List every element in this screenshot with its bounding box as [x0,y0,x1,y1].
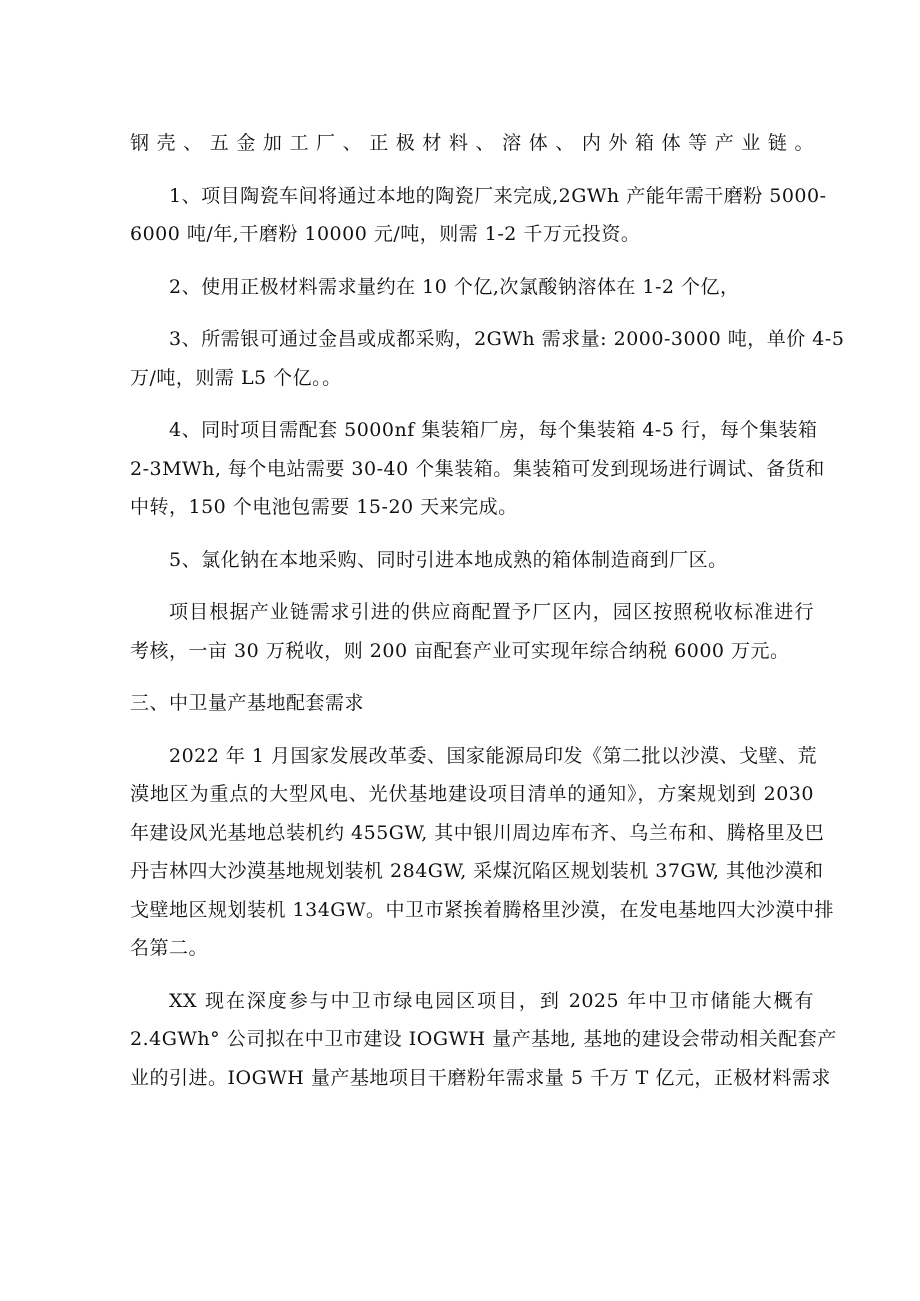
paragraph-line: XX 现在深度参与中卫市绿电园区项目，到 2025 年中卫市储能大概有 [169,989,814,1012]
paragraph-line: 2.4GWh° 公司拟在中卫市建设 IOGWH 量产基地, 基地的建设会带动相关配套产 [130,1028,837,1050]
paragraph-line: 年建设风光基地总装机约 455GW, 其中银川周边库布齐、乌兰布和、腾格里及巴 [130,821,825,844]
paragraph-line: 戈壁地区规划装机 134GW。中卫市紧挨着腾格里沙漠，在发电基地四大沙漠中排 [130,898,835,921]
paragraph-line: 5、氯化钠在本地采购、同时引进本地成熟的箱体制造商到厂区。 [169,548,728,571]
paragraph-line: 4、同时项目需配套 5000nf 集装箱厂房，每个集装箱 4-5 行，每个集装箱 [169,419,818,441]
paragraph-line: 万/吨，则需 L5 个亿。。 [130,366,342,389]
paragraph-line: 中转，150 个电池包需要 15-20 天来完成。 [130,496,518,518]
paragraph-line: 项目根据产业链需求引进的供应商配置予厂区内，园区按照税收标准进行 [169,601,814,623]
paragraph-line: 2-3MWh, 每个电站需要 30-40 个集装箱。集装箱可发到现场进行调试、备货和 [130,457,825,480]
paragraph-line: 丹吉林四大沙漠基地规划装机 284GW, 采煤沉陷区规划装机 37GW, 其他沙漠和 [130,860,824,882]
document-body [130,124,845,1097]
paragraph-line: 钢壳、五金加工厂、正极材料、溶体、内外箱体等产业链。 [130,132,814,154]
section-heading: 三、中卫量产基地配套需求 [130,692,365,714]
paragraph-line: 漠地区为重点的大型风电、光伏基地建设项目清单的通知》，方案规划到 2030 [130,783,814,805]
paragraph-line: 考核，一亩 30 万税收，则 200 亩配套产业可实现年综合纳税 6000 万元。 [130,639,790,662]
paragraph-line: 3、所需银可通过金昌或成都采购，2GWh 需求量: 2000-3000 吨，单价 4-5 [169,328,845,350]
paragraph-line: 1、项目陶瓷车间将通过本地的陶瓷厂来完成,2GWh 产能年需干磨粉 5000- [169,184,827,207]
paragraph-line: 2、使用正极材料需求量约在 10 个亿,次氯酸钠溶体在 1-2 个亿， [169,275,740,298]
paragraph-line: 业的引进。IOGWH 量产基地项目干磨粉年需求量 5 千万 T 亿元，正极材料需求 [130,1066,831,1089]
paragraph-line: 6000 吨/年,干磨粉 10000 元/吨，则需 1-2 千万元投资。 [130,223,641,245]
paragraph-line: 名第二。 [130,937,209,959]
paragraph-line: 2022 年 1 月国家发展改革委、国家能源局印发《第二批以沙漠、戈壁、荒 [169,744,818,767]
